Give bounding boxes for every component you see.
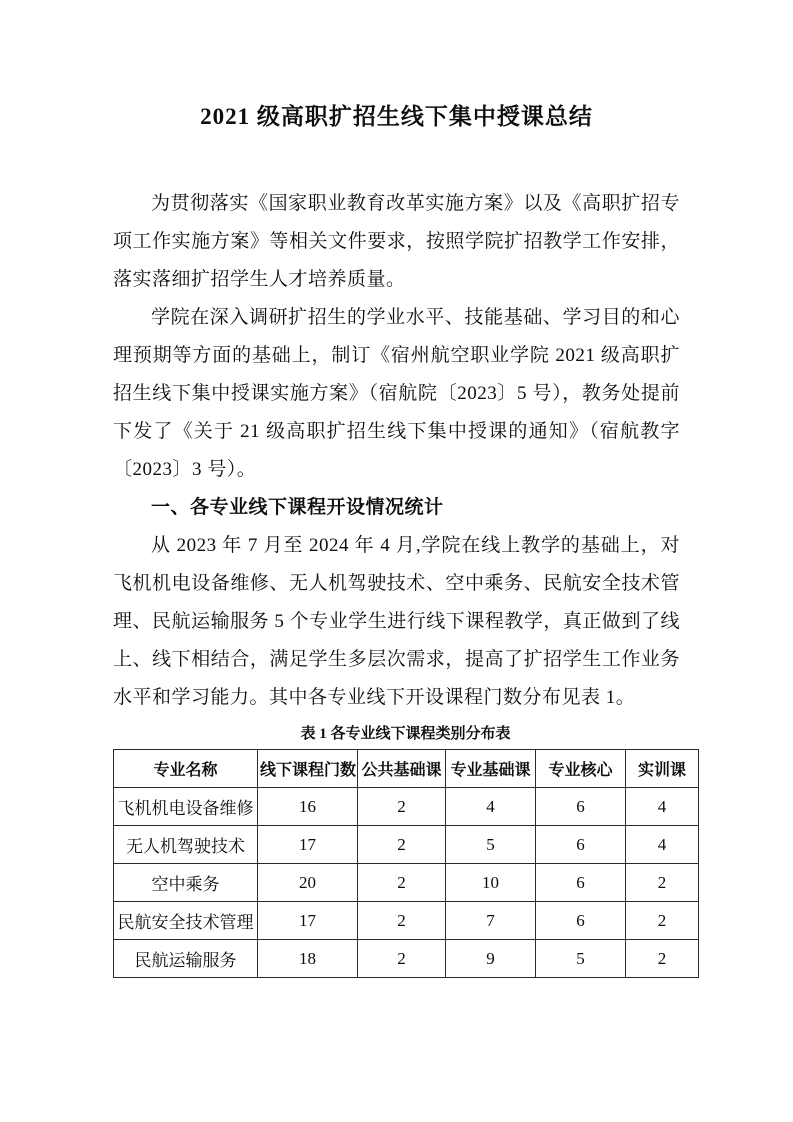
cell-value: 6 [536, 902, 626, 940]
cell-value: 2 [358, 826, 446, 864]
cell-value: 2 [358, 902, 446, 940]
cell-value: 7 [446, 902, 536, 940]
table-caption: 表 1 各专业线下课程类别分布表 [300, 726, 511, 742]
cell-major-name: 民航运输服务 [114, 940, 258, 978]
cell-value: 6 [536, 826, 626, 864]
cell-value: 6 [536, 864, 626, 902]
paragraph-plan: 学院在深入调研扩招生的学业水平、技能基础、学习目的和心理预期等方面的基础上，制订《宿州航空职业学院 2021 级高职扩招生线下集中授课实施方案》（宿航院〔2023〕5 号），教务处提前下发了《关于 21 级高职扩招生线下集中授课的通知》（宿航教字〔2023〕3 号）。 [113, 307, 680, 480]
cell-major-name: 空中乘务 [114, 864, 258, 902]
course-distribution-table [113, 749, 699, 978]
cell-major-name: 民航安全技术管理 [114, 902, 258, 940]
header-cell-major-core: 专业核心 [536, 750, 626, 788]
cell-value: 18 [258, 940, 358, 978]
cell-value: 4 [626, 826, 699, 864]
cell-value: 17 [258, 902, 358, 940]
section-heading: 一、各专业线下课程开设情况统计 [151, 497, 444, 518]
cell-value: 2 [626, 864, 699, 902]
table-row [114, 864, 699, 902]
cell-value: 2 [358, 788, 446, 826]
cell-value: 4 [626, 788, 699, 826]
cell-value: 2 [358, 864, 446, 902]
cell-value: 4 [446, 788, 536, 826]
cell-value: 16 [258, 788, 358, 826]
table-header-row [114, 750, 699, 788]
cell-value: 17 [258, 826, 358, 864]
table-row [114, 826, 699, 864]
cell-value: 9 [446, 940, 536, 978]
cell-value: 5 [536, 940, 626, 978]
paragraph-intro: 为贯彻落实《国家职业教育改革实施方案》以及《高职扩招专项工作实施方案》等相关文件要求，按照学院扩招教学工作安排，落实落细扩招学生人才培养质量。 [113, 193, 680, 290]
cell-major-name: 飞机机电设备维修 [114, 788, 258, 826]
cell-value: 10 [446, 864, 536, 902]
cell-major-name: 无人机驾驶技术 [114, 826, 258, 864]
header-cell-offline-course-count: 线下课程门数 [258, 750, 358, 788]
table-row [114, 788, 699, 826]
cell-value: 6 [536, 788, 626, 826]
cell-value: 20 [258, 864, 358, 902]
header-cell-major-basic: 专业基础课 [446, 750, 536, 788]
cell-value: 2 [358, 940, 446, 978]
table-row [114, 902, 699, 940]
table-row [114, 940, 699, 978]
cell-value: 5 [446, 826, 536, 864]
cell-value: 2 [626, 940, 699, 978]
cell-value: 2 [626, 902, 699, 940]
header-cell-major: 专业名称 [114, 750, 258, 788]
header-cell-practical: 实训课 [626, 750, 699, 788]
document-title: 2021 级高职扩招生线下集中授课总结 [200, 104, 593, 129]
paragraph-section-body: 从 2023 年 7 月至 2024 年 4 月,学院在线上教学的基础上，对飞机机电设备维修、无人机驾驶技术、空中乘务、民航安全技术管理、民航运输服务 5 个专业学生进行线下课程教学，真正做到了线上、线下相结合，满足学生多层次需求，提高了扩招学生工作业务水平和学习能力。其中各专业线下开设课程门数分布见表 1。 [113, 535, 680, 708]
header-cell-public-basic: 公共基础课 [358, 750, 446, 788]
